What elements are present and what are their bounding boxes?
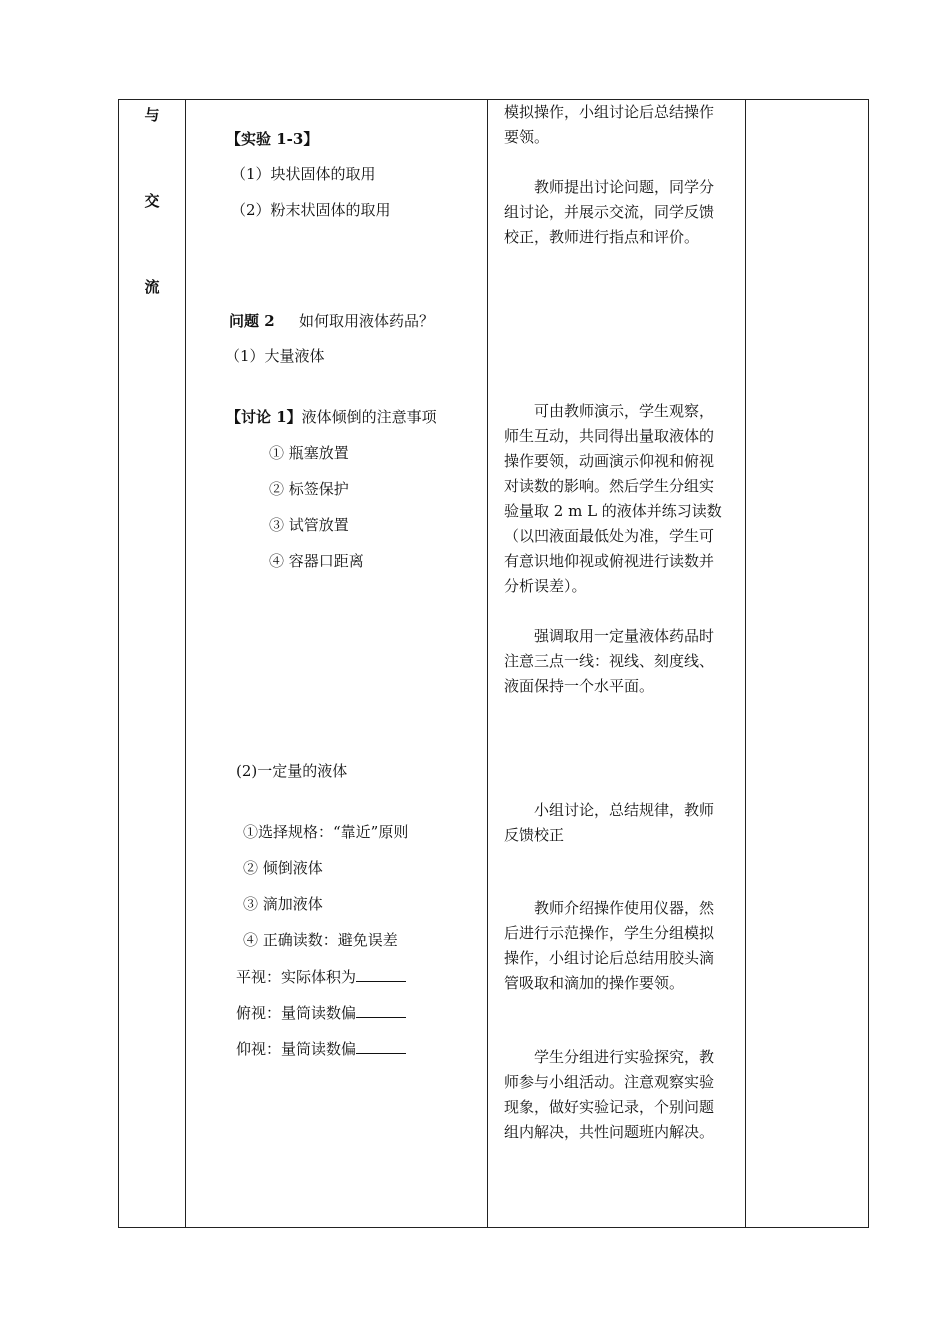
experiment-item: （1）块状固体的取用 (231, 165, 376, 183)
column-divider (185, 100, 186, 1227)
side-label: 与 (144, 106, 160, 124)
fill-blank (356, 1003, 406, 1018)
side-label: 流 (144, 278, 160, 296)
column-divider (487, 100, 488, 1227)
activity-paragraph (504, 1045, 726, 1145)
paragraph-text: 教师介绍操作使用仪器，然后进行示范操作，学生分组模拟操作，小组讨论后总结用胶头滴管吸取和滴加的操作要领。 (504, 899, 715, 992)
reading-label: 俯视：量筒读数偏 (236, 1004, 357, 1022)
paragraph-text: 小组讨论，总结规律，教师反馈校正 (504, 801, 715, 844)
discussion-label: 【讨论 1】 (226, 408, 302, 426)
activity-paragraph (504, 175, 726, 250)
question-text: 如何取用液体药品？ (299, 312, 435, 330)
fixed-volume-item: ①选择规格：“靠近”原则 (243, 823, 409, 841)
discussion-item: ③ 试管放置 (269, 516, 349, 534)
paragraph-text: 可由教师演示，学生观察，师生互动，共同得出量取液体的操作要领，动画演示仰视和俯视对读数的影响。然后学生分组实验量取 2 m L 的液体并练习读数（以凹液面最低处为准，学生可有意识地仰视或俯视进行读数并分析误差）。 (504, 402, 722, 595)
paragraph-text: 强调取用一定量液体药品时注意三点一线：视线、刻度线、液面保持一个水平面。 (504, 627, 715, 695)
fixed-volume-item: ③ 滴加液体 (243, 895, 323, 913)
experiment-title: 【实验 1-3】 (226, 130, 319, 148)
fixed-volume-item: ② 倾倒液体 (243, 859, 323, 877)
activity-paragraph (504, 624, 726, 699)
side-label: 交 (144, 192, 160, 210)
experiment-item: （2）粉末状固体的取用 (231, 201, 391, 219)
discussion-heading (226, 408, 437, 426)
lesson-table (118, 99, 869, 1228)
reading-line (236, 967, 406, 986)
question-item: （1）大量液体 (225, 347, 325, 365)
reading-line (236, 1039, 406, 1058)
activity-paragraph (504, 100, 726, 150)
fixed-volume-item: ④ 正确读数：避免误差 (243, 931, 398, 949)
discussion-item: ① 瓶塞放置 (269, 444, 349, 462)
paragraph-text: 模拟操作，小组讨论后总结操作要领。 (504, 103, 715, 146)
activity-paragraph (504, 399, 726, 599)
fill-blank (356, 1039, 406, 1054)
discussion-item: ④ 容器口距离 (269, 552, 364, 570)
discussion-item: ② 标签保护 (269, 480, 349, 498)
discussion-text: 液体倾倒的注意事项 (301, 408, 437, 426)
paragraph-text: 学生分组进行实验探究，教师参与小组活动。注意观察实验现象，做好实验记录，个别问题组内解决，共性问题班内解决。 (504, 1048, 715, 1141)
question-label: 问题 2 (229, 312, 275, 330)
reading-label: 仰视：量筒读数偏 (236, 1040, 357, 1058)
fill-blank (356, 967, 406, 982)
reading-label: 平视：实际体积为 (236, 968, 357, 986)
paragraph-text: 教师提出讨论问题，同学分组讨论，并展示交流，同学反馈校正，教师进行指点和评价。 (504, 178, 715, 246)
column-divider (745, 100, 746, 1227)
activity-paragraph (504, 798, 726, 848)
reading-line (236, 1003, 406, 1022)
activity-paragraph (504, 896, 726, 996)
question-item: (2)一定量的液体 (236, 762, 348, 780)
